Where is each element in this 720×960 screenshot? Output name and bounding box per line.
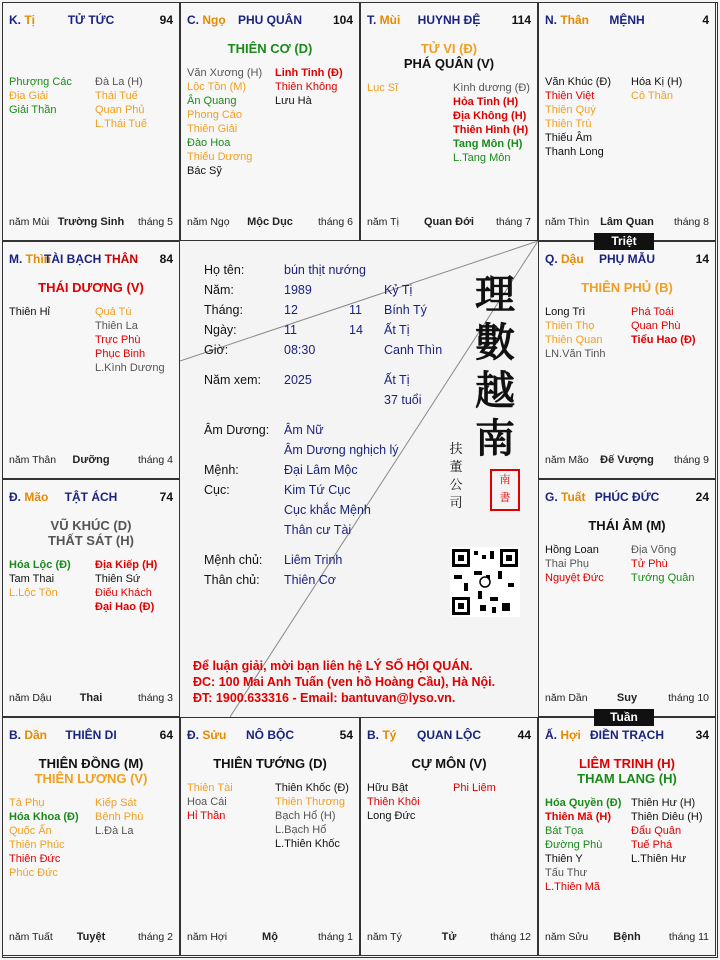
right-star-list <box>275 781 349 851</box>
palace-stage: Mộc Dục <box>247 216 293 228</box>
star-item: L.Tang Môn <box>453 152 511 164</box>
star-item: Văn Khúc (Đ) <box>545 76 612 88</box>
palace-year: năm Thân <box>9 454 57 466</box>
palace-month: tháng 4 <box>137 454 173 466</box>
month-solar: 12 <box>284 303 298 317</box>
day-label: Ngày: <box>204 323 237 337</box>
palace-year: năm Mão <box>545 454 589 466</box>
star-item: Thiên Đức <box>9 853 61 865</box>
star-item: Bạch Hổ (H) <box>275 810 336 822</box>
thanchu-label: Thân chủ: <box>204 573 260 587</box>
star-item: Giải Thần <box>9 104 57 116</box>
left-star-list <box>187 66 262 178</box>
right-star-list <box>631 75 682 103</box>
palace-mui[interactable] <box>360 2 538 241</box>
star-item: Thiên Hình (H) <box>453 124 529 136</box>
view-year-value: 2025 <box>284 373 312 387</box>
star-item: Phi Liêm <box>453 782 496 794</box>
palace-number: 114 <box>511 13 531 27</box>
palace-branch: C. Ngọ <box>187 13 226 27</box>
palace-month: tháng 7 <box>495 216 531 228</box>
right-star-list <box>275 66 343 108</box>
day-lunar: 14 <box>349 323 363 337</box>
month-lunar: 11 <box>349 303 362 317</box>
main-star: PHÁ QUÂN (V) <box>403 56 495 71</box>
star-item: L.Lộc Tồn <box>9 587 58 599</box>
month-can: Bính Tý <box>384 303 427 317</box>
palace-year: năm Dậu <box>9 692 52 704</box>
star-item: Thiên Phúc <box>9 839 65 851</box>
menhchu-value: Liêm Trinh <box>284 553 343 567</box>
amduong-label: Âm Dương: <box>204 423 270 437</box>
star-item: Tấu Thư <box>545 867 588 879</box>
star-item: Đường Phù <box>545 839 603 851</box>
palace-year: năm Sửu <box>545 931 589 943</box>
main-star: THÁI ÂM (M) <box>588 518 666 533</box>
star-item: Thiên Tài <box>187 782 233 794</box>
palace-name: PHU QUÂN <box>237 13 302 27</box>
seal-text: 扶 董 公 司 <box>449 442 463 511</box>
star-item: Thiên Thọ <box>545 320 595 332</box>
star-item: Thái Tuế <box>95 90 138 102</box>
palace-branch: N. Thân <box>545 13 590 27</box>
star-item: Tử Phù <box>631 558 668 570</box>
star-item: Hữu Bật <box>367 782 408 794</box>
right-star-list <box>631 796 703 866</box>
star-item: Kiếp Sát <box>95 797 137 809</box>
red-seal: 南 書 <box>490 469 520 511</box>
palace-number: 54 <box>339 728 353 742</box>
star-item: Long Trì <box>545 306 586 318</box>
palace-name: ĐIỀN TRẠCH <box>590 728 664 742</box>
day-solar: 11 <box>284 323 297 337</box>
star-item: Thiên Việt <box>545 90 595 102</box>
palace-year: năm Tý <box>367 931 402 943</box>
star-item: Quốc Ấn <box>9 825 52 837</box>
year-can: Kỷ Tị <box>384 283 413 297</box>
left-star-list <box>545 543 604 585</box>
star-item: Thiên Quý <box>545 104 596 116</box>
star-item: Địa Giải <box>9 90 49 102</box>
month-label: Tháng: <box>204 303 243 317</box>
main-star: THIÊN ĐỒNG (M) <box>38 756 144 771</box>
palace-month: tháng 10 <box>668 692 709 704</box>
star-item: Thiên Quan <box>545 334 603 346</box>
palace-stage: Dưỡng <box>72 454 110 466</box>
star-item: Phong Cáo <box>187 109 243 121</box>
star-item: Địa Kiếp (H) <box>95 559 158 571</box>
palace-branch: K. Tị <box>9 13 36 27</box>
main-star: LIÊM TRINH (H) <box>578 756 676 771</box>
left-star-list <box>367 781 420 823</box>
calligraphy-logo: 理 數 越 南 <box>475 271 515 462</box>
contact-line-1: Để luận giải, mời bạn liên hệ LÝ SỐ HỘI QUÁN. <box>193 659 473 673</box>
cuc-note: Cục khắc Mệnh <box>284 503 371 517</box>
left-star-list <box>9 558 71 600</box>
year-label: Năm: <box>204 283 234 297</box>
left-star-list <box>9 796 79 880</box>
star-item: Thiếu Dương <box>187 151 253 163</box>
star-item: Hóa Lộc (Đ) <box>9 559 71 571</box>
palace-month: tháng 8 <box>673 216 709 228</box>
star-item: L.Kình Dương <box>95 362 165 374</box>
palace-stage: Quan Đới <box>424 216 474 228</box>
star-item: Hỉ Thần <box>187 810 226 822</box>
palace-name: PHÚC ĐỨC <box>594 490 660 504</box>
palace-name: TÀI BẠCH THÂN <box>44 252 138 266</box>
palace-number: 64 <box>159 728 173 742</box>
palace-name: MỆNH <box>609 13 645 27</box>
palace-number: 4 <box>702 13 709 27</box>
star-item: L.Thiên Mã <box>545 881 601 893</box>
right-star-list <box>95 75 147 131</box>
star-item: Linh Tinh (Đ) <box>275 67 343 79</box>
star-item: Tang Môn (H) <box>453 138 523 150</box>
name-value: bún thịt nướng <box>284 263 366 277</box>
palace-stage: Bệnh <box>613 931 641 943</box>
palace-branch: B. Dần <box>9 728 48 742</box>
star-item: Bát Tọa <box>545 825 584 837</box>
main-star: THÁI DƯƠNG (V) <box>38 280 144 295</box>
star-item: Cô Thần <box>631 90 673 102</box>
palace-name: PHỤ MẪU <box>599 252 655 266</box>
palace-number: 94 <box>159 13 173 27</box>
star-item: Thiên Không <box>275 81 338 93</box>
star-item: Tuế Phá <box>631 839 673 851</box>
palace-month: tháng 3 <box>137 692 173 704</box>
star-item: Thiên Trù <box>545 118 592 130</box>
palace-number: 44 <box>517 728 531 742</box>
cuc-label: Cục: <box>204 483 230 497</box>
star-item: Trực Phù <box>95 334 141 346</box>
palace-branch: M. Thìn <box>9 252 51 266</box>
palace-month: tháng 6 <box>317 216 353 228</box>
center-info-panel <box>180 241 538 717</box>
palace-year: năm Tị <box>367 216 399 228</box>
star-item: Phá Toái <box>631 306 674 318</box>
amduong-value: Âm Nữ <box>284 423 324 437</box>
contact-line-2: ĐC: 100 Mai Anh Tuấn (ven hồ Hoàng Cầu), Hà Nội. <box>193 675 496 689</box>
name-label: Họ tên: <box>204 263 245 277</box>
palace-stage: Đế Vượng <box>600 454 654 466</box>
star-item: Đào Hoa <box>187 137 231 149</box>
star-item: Thiên Mã (H) <box>545 811 611 823</box>
palace-thin[interactable] <box>2 241 180 479</box>
main-star: THIÊN PHỦ (B) <box>581 280 673 295</box>
left-star-list <box>545 75 611 159</box>
right-star-list <box>453 81 530 165</box>
palace-stage: Mộ <box>262 931 278 943</box>
palace-year: năm Mùi <box>9 216 50 228</box>
star-item: LN.Văn Tinh <box>545 348 606 360</box>
star-item: Hóa Quyền (Đ) <box>545 797 622 809</box>
star-item: Thiên Hư (H) <box>631 797 696 809</box>
palace-year: năm Dần <box>545 692 588 704</box>
palace-name: QUAN LỘC <box>417 728 481 742</box>
left-star-list <box>187 781 233 823</box>
main-star: TỬ VI (Đ) <box>420 41 478 56</box>
palace-name: NÔ BỘC <box>246 728 294 742</box>
star-item: Thiên La <box>95 320 138 332</box>
star-item: Quan Phủ <box>95 104 145 116</box>
palace-name: TỬ TỨC <box>67 13 115 27</box>
palace-ti[interactable] <box>2 2 180 241</box>
palace-stage: Tuyệt <box>76 931 106 943</box>
palace-branch: G. Tuất <box>545 490 586 504</box>
star-item: Tả Phụ <box>9 797 45 809</box>
right-star-list <box>95 796 143 838</box>
palace-month: tháng 5 <box>137 216 173 228</box>
main-star: THIÊN LƯƠNG (V) <box>34 771 148 786</box>
star-item: L.Bạch Hổ <box>275 824 327 836</box>
menh-label: Mệnh: <box>204 463 239 477</box>
left-star-list <box>367 81 398 95</box>
palace-name: THIÊN DI <box>65 728 117 742</box>
main-star: VŨ KHÚC (D) <box>50 518 132 533</box>
star-item: Đại Hao (Đ) <box>95 601 155 613</box>
star-item: Đà La (H) <box>95 76 143 88</box>
star-item: Phúc Đức <box>9 867 58 879</box>
star-item: Thiên Sứ <box>95 573 141 585</box>
palace-number: 74 <box>159 490 173 504</box>
star-item: L.Thái Tuế <box>95 118 147 130</box>
cuc-value: Kim Tứ Cục <box>284 483 351 497</box>
star-item: Lục Sĩ <box>367 82 399 94</box>
palace-stage: Lâm Quan <box>600 216 654 228</box>
main-star: CỰ MÔN (V) <box>411 756 487 771</box>
palace-name: HUYNH ĐỆ <box>417 13 481 27</box>
star-item: Kình dương (Đ) <box>453 82 530 94</box>
palace-number: 24 <box>695 490 709 504</box>
left-star-list <box>9 75 72 117</box>
day-can: Ất Tị <box>384 323 410 337</box>
star-item: Hóa Kị (H) <box>631 76 683 88</box>
palace-than[interactable] <box>538 2 716 241</box>
palace-name: TẬT ÁCH <box>64 490 118 504</box>
star-item: Thiếu Âm <box>545 132 593 144</box>
palace-branch: Đ. Mão <box>9 490 49 504</box>
main-star: THAM LANG (H) <box>577 771 677 786</box>
star-item: Lưu Hà <box>275 95 312 107</box>
palace-dau[interactable] <box>538 241 716 479</box>
triet-tag: Triệt <box>594 233 654 250</box>
amduong-note: Âm Dương nghịch lý <box>284 443 399 457</box>
star-item: Thiên Khôi <box>367 796 420 808</box>
right-star-list <box>95 558 157 614</box>
left-star-list <box>9 305 50 319</box>
hour-value: 08:30 <box>284 343 316 357</box>
than-cu: Thân cư Tài <box>284 523 352 537</box>
palace-stage: Thai <box>79 692 103 704</box>
palace-number: 14 <box>695 252 709 266</box>
right-star-list <box>95 305 165 375</box>
left-star-list <box>545 305 606 361</box>
left-star-list <box>545 796 621 894</box>
star-item: Ân Quang <box>187 95 237 107</box>
palace-year: năm Thìn <box>545 216 590 228</box>
star-item: L.Thiên Khốc <box>275 838 340 850</box>
star-item: Đẩu Quân <box>631 825 682 837</box>
main-star: THIÊN CƠ (D) <box>227 41 313 56</box>
contact-line-3: ĐT: 1900.633316 - Email: bantuvan@lyso.vn. <box>193 691 456 705</box>
star-item: Tam Thai <box>9 573 55 585</box>
right-star-list <box>453 781 496 795</box>
palace-stage: Suy <box>616 692 638 704</box>
star-item: Hồng Loan <box>545 544 599 556</box>
star-item: Tiểu Hao (Đ) <box>631 334 696 346</box>
palace-branch: B. Tý <box>367 728 397 742</box>
palace-number: 84 <box>159 252 173 266</box>
star-item: Thiên Khốc (Đ) <box>275 782 349 794</box>
star-item: Thanh Long <box>545 146 604 158</box>
star-item: Quan Phù <box>631 320 681 332</box>
palace-year: năm Ngọ <box>187 216 230 228</box>
star-item: Thiên Thương <box>275 796 346 808</box>
star-item: Văn Xương (H) <box>187 67 263 79</box>
right-star-list <box>631 305 696 347</box>
palace-branch: Đ. Sửu <box>187 728 227 742</box>
year-value: 1989 <box>284 283 312 297</box>
star-item: Thiên Diêu (H) <box>631 811 703 823</box>
thanchu-value: Thiên Cơ <box>284 573 336 587</box>
palace-tuat[interactable] <box>538 479 716 717</box>
star-item: Thiên Y <box>545 853 583 865</box>
star-item: Địa Không (H) <box>453 110 527 122</box>
palace-mao[interactable] <box>2 479 180 717</box>
star-item: Quả Tú <box>95 306 132 318</box>
palace-year: năm Tuất <box>9 931 53 943</box>
palace-hoi[interactable] <box>538 717 716 956</box>
star-item: Địa Võng <box>631 544 677 556</box>
palace-suu[interactable] <box>180 717 360 956</box>
star-item: Thiên Hỉ <box>9 306 50 318</box>
star-item: L.Đà La <box>95 825 134 837</box>
menhchu-label: Mệnh chủ: <box>204 553 263 567</box>
palace-ty[interactable] <box>360 717 538 956</box>
hour-can: Canh Thìn <box>384 343 443 357</box>
qr-code[interactable] <box>450 547 520 617</box>
star-item: Hoa Cái <box>187 796 227 808</box>
star-item: Hóa Khoa (Đ) <box>9 811 79 823</box>
view-year-can: Ất Tị <box>384 373 410 387</box>
palace-month: tháng 1 <box>317 931 353 943</box>
palace-number: 104 <box>332 13 353 27</box>
palace-stage: Trường Sinh <box>57 216 125 228</box>
palace-dan[interactable] <box>2 717 180 956</box>
star-item: Nguyệt Đức <box>545 572 604 584</box>
palace-branch: Q. Dậu <box>545 252 584 266</box>
star-item: Phục Binh <box>95 348 146 360</box>
palace-number: 34 <box>695 728 709 742</box>
palace-ngo[interactable] <box>180 2 360 241</box>
palace-month: tháng 12 <box>490 931 531 943</box>
star-item: Bác Sỹ <box>187 165 222 177</box>
palace-branch: Ấ. Hợi <box>545 728 581 742</box>
hour-label: Giờ: <box>204 343 229 357</box>
main-star: THIÊN TƯỚNG (D) <box>213 756 327 771</box>
main-star: THẤT SÁT (H) <box>48 533 134 548</box>
star-item: Tướng Quân <box>631 572 695 584</box>
right-star-list <box>631 543 695 585</box>
palace-stage: Tử <box>441 931 457 943</box>
tuan-tag: Tuần <box>594 709 654 726</box>
star-item: Điếu Khách <box>95 587 152 599</box>
star-item: Hỏa Tinh (H) <box>453 96 519 108</box>
view-year-label: Năm xem: <box>204 373 261 387</box>
palace-year: năm Hợi <box>187 931 228 943</box>
star-item: Bệnh Phù <box>95 811 144 823</box>
star-item: Thiên Giải <box>187 123 238 135</box>
menh-value: Đại Lâm Mộc <box>284 463 358 477</box>
star-item: Lộc Tồn (M) <box>187 81 247 93</box>
star-item: Long Đức <box>367 810 416 822</box>
qr-code-icon <box>450 547 520 617</box>
palace-month: tháng 2 <box>137 931 173 943</box>
age: 37 tuổi <box>384 393 422 407</box>
star-item: L.Thiên Hư <box>631 853 687 865</box>
palace-month: tháng 9 <box>673 454 709 466</box>
palace-month: tháng 11 <box>668 931 709 943</box>
star-item: Phượng Các <box>9 76 72 88</box>
star-item: Thai Phụ <box>545 558 590 570</box>
palace-branch: T. Mùi <box>367 13 401 27</box>
